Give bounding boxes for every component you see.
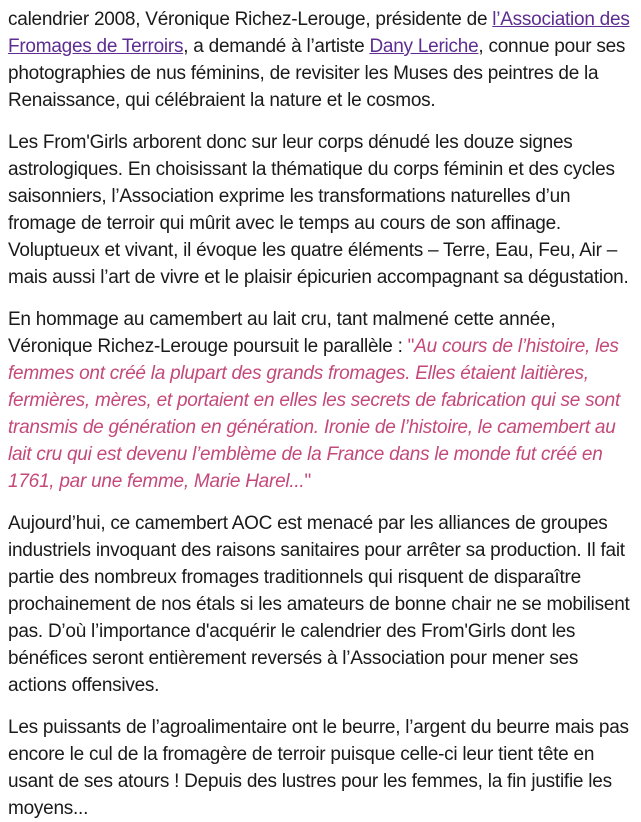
paragraph [8, 6, 635, 114]
text-run: , a demandé à l’artiste [183, 36, 370, 57]
quote-text: Au cours de l’histoire, les femmes ont créé la plupart des grands fromages. Elles étaient laitières, fermières, mères, et portaient en elles les secrets de fabrication qui se sont transmis de génération en génération. Ironie de l’histoire, le camembert au lait cru qui est devenu l’emblème de la France dans le monde fut créé en 1761, par une femme, Marie Harel... [8, 336, 621, 492]
paragraph [8, 129, 635, 291]
paragraph [8, 714, 635, 822]
text-run: , connue pour ses photographies de nus féminins, de revisiter les Muses des peintres de la Renaissance, qui célébraient la nature et le cosmos. [8, 36, 626, 111]
link-dany-leriche[interactable]: Dany Leriche [369, 36, 479, 57]
text-run: Aujourd’hui, ce camembert AOC est menacé par les alliances de groupes industriels invoquant des raisons sanitaires pour arrêter sa production. Il fait partie des nombreux fromages traditionnels qui risquent de disparaître prochainement de nos étals si les amateurs de bonne chair ne se mobilisent pas. D’où l’importance d'acquérir le calendrier des From'Girls dont les bénéfices seront entièrement reversés à l’Association pour mener ses actions offensives. [8, 513, 630, 696]
text-run: Les puissants de l’agroalimentaire ont le beurre, l’argent du beurre mais pas encore le cul de la fromagère de terroir puisque celle-ci leur tient tête en usant de ses atours ! Depuis des lustres pour les femmes, la fin justifie les moyens... [8, 717, 629, 819]
closing-quote-mark: " [304, 471, 311, 492]
opening-quote-mark: " [407, 336, 415, 357]
text-run: En hommage au camembert au lait cru, tant malmené cette année, Véronique Richez-Lerouge poursuit le parallèle : [8, 309, 556, 357]
paragraph [8, 306, 635, 495]
link-association-des-fromages-de-terroirs[interactable]: l’Association des Fromages de Terroirs [8, 9, 630, 57]
article-body [8, 6, 635, 822]
text-run: Les From'Girls arborent donc sur leur corps dénudé les douze signes astrologiques. En choisissant la thématique du corps féminin et des cycles saisonniers, l’Association exprime les transformations naturelles d’un fromage de terroir qui mûrit avec le temps au cours de son affinage. Voluptueux et vivant, il évoque les quatre éléments – Terre, Eau, Feu, Air – mais aussi l’art de vivre et le plaisir épicurien accompagnant sa dégustation. [8, 132, 629, 288]
paragraph [8, 510, 635, 699]
text-run: calendrier 2008, Véronique Richez-Lerouge, présidente de [8, 9, 493, 30]
